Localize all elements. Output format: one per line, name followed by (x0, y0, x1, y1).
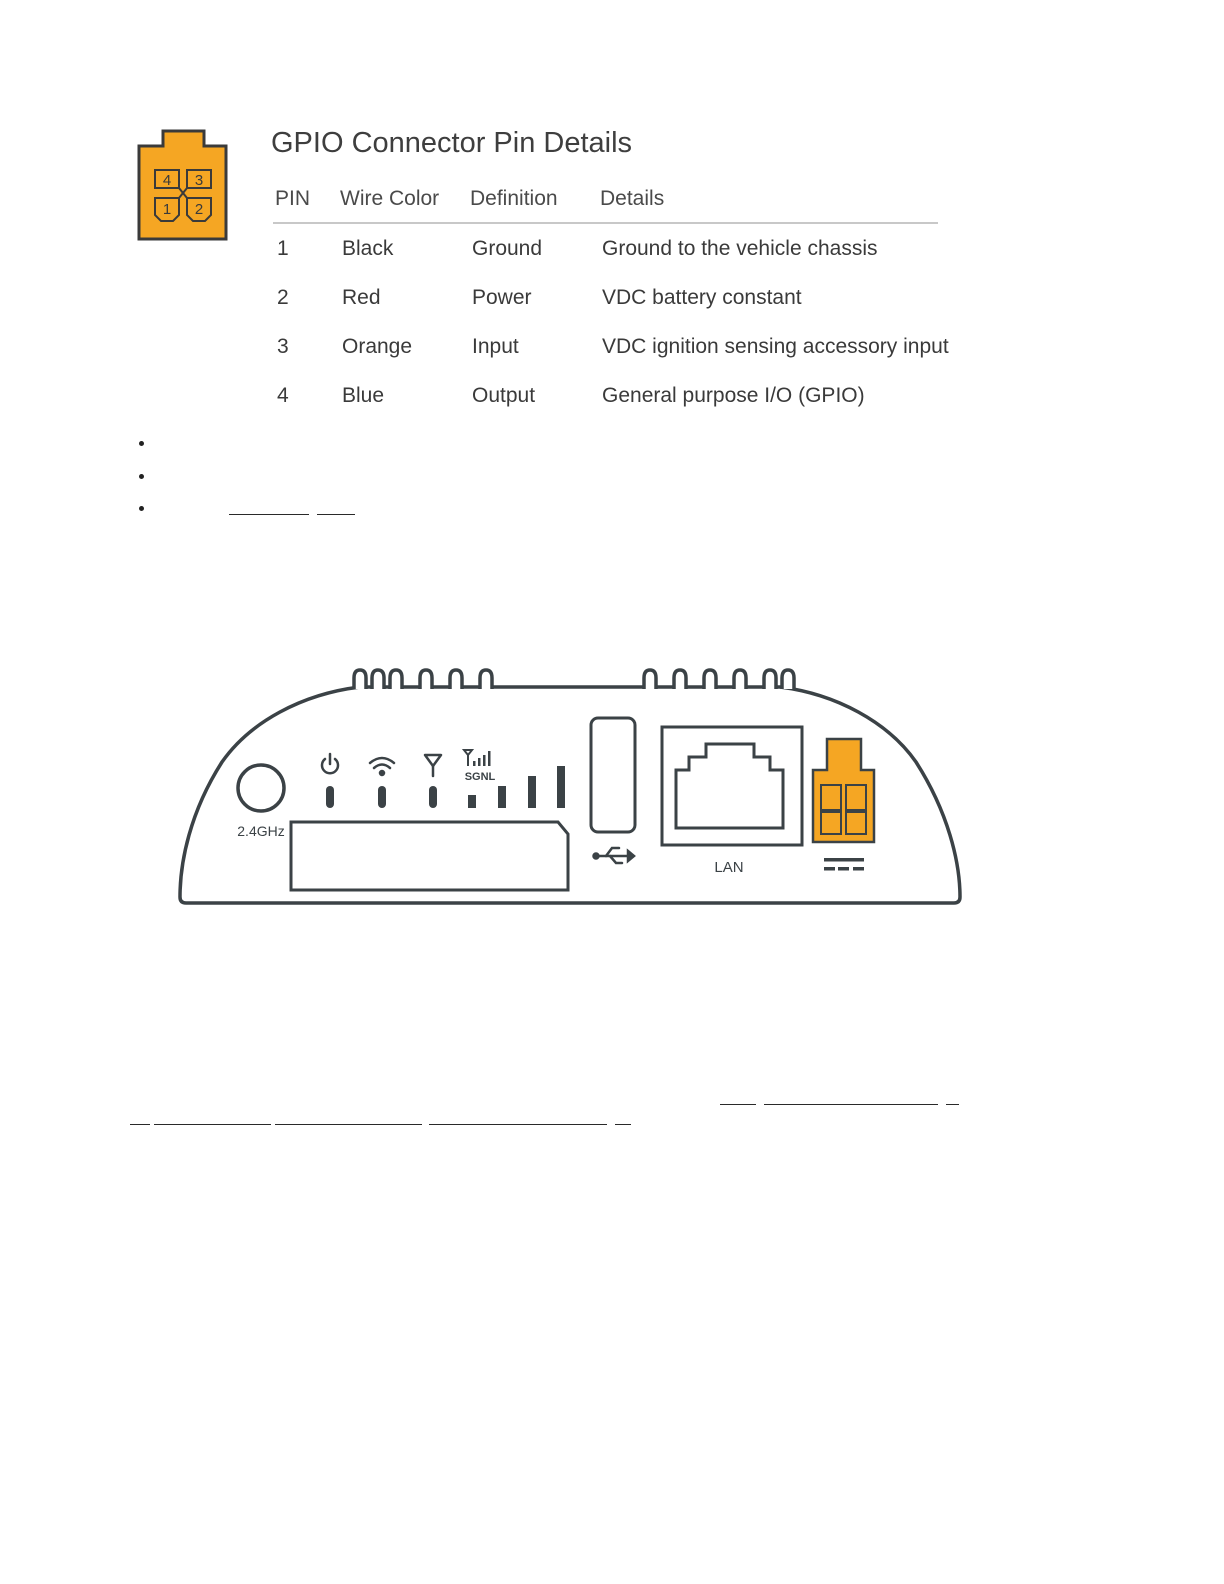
link-underline[interactable] (275, 1124, 422, 1125)
pin-details-table (273, 185, 993, 421)
list-bullet (139, 506, 144, 511)
signal-bar (557, 766, 565, 808)
connector-pin-label: 1 (162, 201, 172, 218)
wan-led (429, 786, 437, 808)
signal-bar (528, 776, 536, 808)
cell-definition: Power (472, 286, 532, 309)
gpio-connector-icon (136, 128, 230, 242)
cell-definition: Input (472, 335, 519, 358)
link-underline[interactable] (229, 514, 309, 515)
link-underline[interactable] (615, 1124, 631, 1125)
pin-details-title: GPIO Connector Pin Details (271, 127, 633, 159)
column-header-definition: Definition (470, 187, 558, 210)
router-front-panel (176, 662, 964, 910)
column-header-pin: PIN (275, 187, 311, 210)
column-header-wire-color: Wire Color (340, 187, 440, 210)
signal-label: SGNL (464, 771, 496, 783)
cell-details: VDC ignition sensing accessory input (602, 335, 949, 358)
wifi-led (378, 786, 386, 808)
list-bullet (139, 474, 144, 479)
cell-pin: 4 (277, 384, 289, 407)
antenna-label: 2.4GHz (237, 823, 285, 839)
table-row (273, 382, 993, 410)
table-row (273, 235, 993, 263)
connector-pin-label: 4 (162, 172, 172, 189)
signal-bar (468, 795, 476, 808)
cell-wire-color: Black (342, 237, 394, 260)
link-underline[interactable] (764, 1104, 938, 1105)
signal-bar (498, 786, 506, 808)
column-header-details: Details (600, 187, 665, 210)
table-row (273, 284, 993, 312)
cell-pin: 2 (277, 286, 289, 309)
cell-details: General purpose I/O (GPIO) (602, 384, 865, 407)
connector-pin-label: 2 (194, 201, 204, 218)
power-led (326, 786, 334, 808)
link-underline[interactable] (130, 1124, 150, 1125)
link-underline[interactable] (429, 1124, 607, 1125)
link-underline[interactable] (154, 1124, 271, 1125)
table-row (273, 333, 993, 361)
cell-pin: 3 (277, 335, 289, 358)
connector-pin-label: 3 (194, 172, 204, 189)
cell-pin: 1 (277, 237, 289, 260)
cell-definition: Output (472, 384, 536, 407)
link-underline[interactable] (720, 1104, 756, 1105)
link-underline[interactable] (317, 514, 355, 515)
link-underline[interactable] (946, 1104, 959, 1105)
cell-wire-color: Blue (342, 384, 385, 407)
cell-details: Ground to the vehicle chassis (602, 237, 878, 260)
lan-label: LAN (714, 859, 744, 876)
table-header-divider (273, 222, 938, 224)
cell-wire-color: Orange (342, 335, 413, 358)
cell-definition: Ground (472, 237, 543, 260)
cell-wire-color: Red (342, 286, 381, 309)
list-bullet (139, 441, 144, 446)
cell-details: VDC battery constant (602, 286, 802, 309)
